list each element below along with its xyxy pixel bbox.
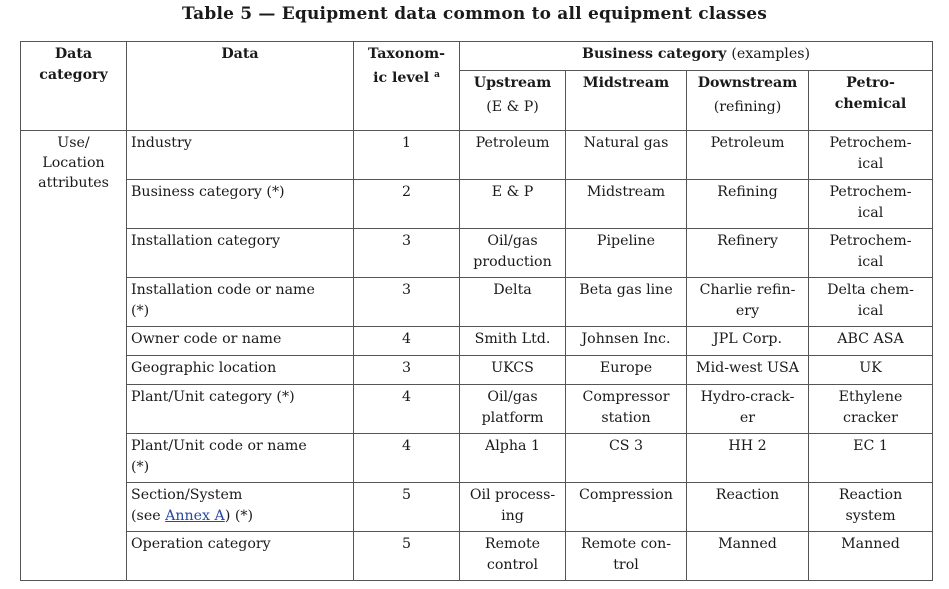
taxonomic-level-cell: 3	[354, 278, 460, 327]
petrochemical-cell-line: Petrochem-	[829, 184, 912, 200]
data-cell-line: Geographic location	[131, 360, 277, 376]
downstream-cell-line: JPL Corp.	[713, 331, 782, 347]
data-cell	[127, 532, 354, 581]
taxonomic-level-cell: 4	[354, 327, 460, 356]
data-cell	[127, 385, 354, 434]
upstream-cell	[460, 229, 566, 278]
downstream-cell-line: Refinery	[717, 233, 778, 249]
taxonomic-level-cell: 1	[354, 131, 460, 180]
taxonomic-level-cell: 5	[354, 483, 460, 532]
petrochemical-cell	[809, 483, 933, 532]
upstream-cell-line: Remote	[484, 536, 541, 552]
upstream-cell-line: Petroleum	[475, 135, 550, 151]
data-cell-line: Section/System	[131, 487, 243, 503]
data-category-line: Location	[42, 155, 105, 171]
upstream-cell	[460, 434, 566, 483]
upstream-cell-line: ing	[501, 508, 524, 524]
downstream-cell-line: Manned	[718, 536, 777, 552]
upstream-cell-line: UKCS	[491, 360, 534, 376]
header-taxonomic-text: ic level	[373, 70, 430, 86]
header-data-category-line2: category	[39, 67, 108, 83]
header-upstream-label: Upstream	[473, 75, 552, 91]
upstream-cell-line: platform	[481, 410, 544, 426]
header-petro-line2: chemical	[834, 96, 907, 112]
petrochemical-cell-line: UK	[859, 360, 882, 376]
data-cell-text: ) (*)	[224, 508, 254, 524]
downstream-cell	[687, 483, 809, 532]
upstream-cell	[460, 180, 566, 229]
upstream-cell	[460, 327, 566, 356]
petrochemical-cell	[809, 327, 933, 356]
taxonomic-level-cell: 2	[354, 180, 460, 229]
data-cell-line	[131, 506, 349, 527]
downstream-cell	[687, 385, 809, 434]
petrochemical-cell	[809, 180, 933, 229]
midstream-cell-line: Compressor	[582, 389, 670, 405]
midstream-cell	[566, 356, 687, 385]
header-petrochemical	[809, 71, 933, 131]
header-business-examples: (examples)	[731, 46, 811, 62]
data-cell-text: (see	[131, 508, 166, 524]
header-downstream-sub: (refining)	[713, 99, 782, 115]
petrochemical-cell-line: cracker	[843, 410, 898, 426]
midstream-cell-line: Pipeline	[596, 233, 656, 249]
upstream-cell-line: Oil process-	[469, 487, 556, 503]
petrochemical-cell	[809, 434, 933, 483]
downstream-cell	[687, 356, 809, 385]
header-upstream	[460, 71, 566, 131]
petrochemical-cell-line: Petrochem-	[829, 135, 912, 151]
midstream-cell	[566, 385, 687, 434]
table-title: Table 5 — Equipment data common to all equipment classes	[181, 4, 768, 24]
downstream-cell-line: er	[739, 410, 756, 426]
upstream-cell-line: control	[486, 557, 539, 573]
downstream-cell	[687, 532, 809, 581]
header-taxonomic-line1: Taxonom-	[368, 46, 445, 62]
data-cell	[127, 131, 354, 180]
midstream-cell	[566, 278, 687, 327]
upstream-cell-line: Oil/gas	[487, 389, 538, 405]
footnote-marker: a	[434, 70, 440, 80]
midstream-cell-line: Remote con-	[580, 536, 672, 552]
midstream-cell-line: trol	[613, 557, 639, 573]
downstream-cell-line: Hydro-crack-	[700, 389, 795, 405]
data-cell	[127, 483, 354, 532]
data-category-line: Use/	[57, 135, 90, 151]
midstream-cell	[566, 532, 687, 581]
table-row	[21, 483, 933, 532]
data-cell-line: Plant/Unit category (*)	[131, 389, 295, 405]
midstream-cell-line: Midstream	[586, 184, 666, 200]
petrochemical-cell	[809, 532, 933, 581]
petrochemical-cell-line: Manned	[841, 536, 900, 552]
data-cell-line: Operation category	[131, 536, 271, 552]
midstream-cell-line: station	[601, 410, 651, 426]
downstream-cell	[687, 180, 809, 229]
header-midstream: Midstream	[566, 71, 687, 131]
equipment-data-table	[20, 41, 933, 581]
taxonomic-level-cell: 4	[354, 385, 460, 434]
petrochemical-cell-line: ical	[857, 156, 884, 172]
header-downstream-label: Downstream	[697, 75, 798, 91]
midstream-cell-line: Johnsen Inc.	[581, 331, 671, 347]
upstream-cell	[460, 385, 566, 434]
downstream-cell-line: Refining	[717, 184, 778, 200]
data-cell	[127, 278, 354, 327]
taxonomic-level-cell: 3	[354, 356, 460, 385]
header-taxonomic-line2	[358, 65, 455, 89]
midstream-cell-line: Compression	[579, 487, 673, 503]
header-data: Data	[127, 42, 354, 131]
header-petro-line1: Petro-	[846, 75, 895, 91]
upstream-cell	[460, 483, 566, 532]
petrochemical-cell-line: system	[845, 508, 896, 524]
midstream-cell	[566, 229, 687, 278]
header-upstream-sub: (E & P)	[486, 99, 539, 115]
midstream-cell-line: Europe	[599, 360, 653, 376]
upstream-cell	[460, 356, 566, 385]
downstream-cell	[687, 229, 809, 278]
petrochemical-cell	[809, 229, 933, 278]
petrochemical-cell-line: Delta chem-	[827, 282, 914, 298]
data-cell	[127, 180, 354, 229]
data-category-cell	[21, 131, 127, 581]
petrochemical-cell-line: ical	[857, 254, 884, 270]
data-cell	[127, 229, 354, 278]
downstream-cell-line: Reaction	[715, 487, 780, 503]
upstream-cell-line: production	[473, 254, 552, 270]
annex-a-link[interactable]: Annex A	[165, 508, 225, 524]
petrochemical-cell	[809, 385, 933, 434]
upstream-cell	[460, 532, 566, 581]
taxonomic-level-cell: 4	[354, 434, 460, 483]
table-row	[21, 131, 933, 180]
header-downstream	[687, 71, 809, 131]
upstream-cell	[460, 131, 566, 180]
downstream-cell-line: Mid-west USA	[696, 360, 799, 376]
petrochemical-cell-line: Ethylene	[838, 389, 903, 405]
data-cell-line: (*)	[131, 303, 150, 319]
petrochemical-cell-line: ical	[857, 303, 884, 319]
midstream-cell-line: CS 3	[608, 438, 644, 454]
downstream-cell-line: ery	[735, 303, 760, 319]
upstream-cell-line: Alpha 1	[485, 438, 540, 454]
midstream-cell	[566, 180, 687, 229]
midstream-cell	[566, 131, 687, 180]
petrochemical-cell-line: ical	[857, 205, 884, 221]
data-cell	[127, 434, 354, 483]
upstream-cell-line: Smith Ltd.	[474, 331, 551, 347]
data-cell	[127, 327, 354, 356]
table-row	[21, 385, 933, 434]
table-row	[21, 327, 933, 356]
downstream-cell	[687, 278, 809, 327]
midstream-cell	[566, 483, 687, 532]
table-row	[21, 278, 933, 327]
data-cell-line: (*)	[131, 459, 150, 475]
petrochemical-cell-line: Reaction	[838, 487, 903, 503]
table-row	[21, 229, 933, 278]
header-data-category	[21, 42, 127, 131]
data-cell-line: Installation category	[131, 233, 281, 249]
downstream-cell	[687, 131, 809, 180]
header-taxonomic-level	[354, 42, 460, 131]
midstream-cell	[566, 434, 687, 483]
midstream-cell-line: Beta gas line	[579, 282, 673, 298]
header-business-category	[460, 42, 933, 71]
petrochemical-cell-line: ABC ASA	[837, 331, 904, 347]
table-row	[21, 434, 933, 483]
petrochemical-cell-line: EC 1	[853, 438, 888, 454]
upstream-cell-line: Oil/gas	[487, 233, 538, 249]
petrochemical-cell-line: Petrochem-	[829, 233, 912, 249]
midstream-cell	[566, 327, 687, 356]
data-cell-line: Plant/Unit code or name	[131, 438, 307, 454]
downstream-cell-line: Charlie refin-	[699, 282, 796, 298]
petrochemical-cell	[809, 278, 933, 327]
data-cell-line: Business category (*)	[131, 184, 285, 200]
midstream-cell-line: Natural gas	[583, 135, 669, 151]
upstream-cell	[460, 278, 566, 327]
petrochemical-cell	[809, 356, 933, 385]
data-cell-line: Owner code or name	[131, 331, 282, 347]
upstream-cell-line: E & P	[491, 184, 534, 200]
data-cell-line: Installation code or name	[131, 282, 315, 298]
data-category-line: attributes	[38, 175, 109, 191]
header-business-bold: Business category	[581, 46, 727, 62]
header-data-category-line1: Data	[54, 46, 93, 62]
data-cell-line: Industry	[131, 135, 192, 151]
table-row	[21, 532, 933, 581]
downstream-cell	[687, 327, 809, 356]
petrochemical-cell	[809, 131, 933, 180]
table-row	[21, 356, 933, 385]
taxonomic-level-cell: 5	[354, 532, 460, 581]
table-row	[21, 180, 933, 229]
downstream-cell-line: Petroleum	[710, 135, 785, 151]
downstream-cell	[687, 434, 809, 483]
data-cell	[127, 356, 354, 385]
upstream-cell-line: Delta	[493, 282, 532, 298]
downstream-cell-line: HH 2	[728, 438, 767, 454]
taxonomic-level-cell: 3	[354, 229, 460, 278]
